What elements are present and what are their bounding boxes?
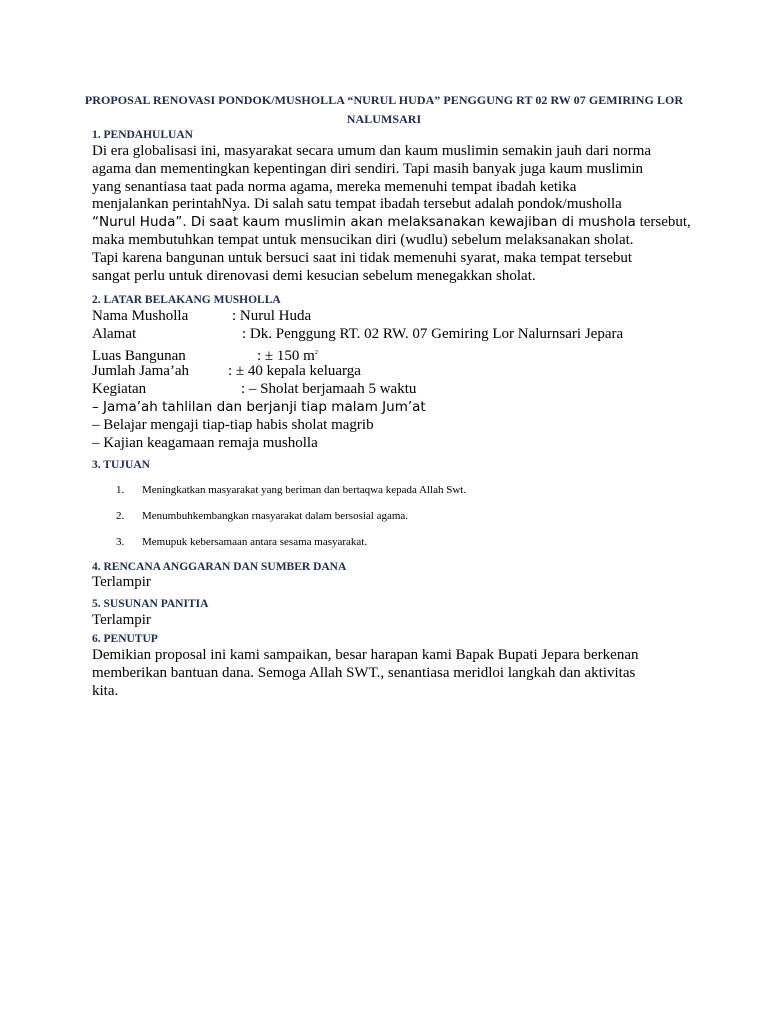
info-key: Jumlah Jama’ah <box>92 363 190 379</box>
goal-text: Menumbuhkembangkan rnasyarakat dalam bersosial agama. <box>142 510 409 522</box>
paragraph-line: agama dan mementingkan kepentingan diri sendiri. Tapi masih banyak juga kaum muslimin <box>92 160 644 177</box>
info-row-jumlah <box>92 362 361 380</box>
activity-item: – Kajian keagamaan remaja musholla <box>92 435 318 451</box>
info-value: : Nurul Huda <box>232 308 312 324</box>
goal-number: 2. <box>116 510 125 522</box>
document-title <box>80 91 688 129</box>
info-key: Luas Bangunan <box>92 348 186 364</box>
paragraph-line: yang senantiasa taat pada norma agama, mereka memenuhi tempat ibadah ketika <box>92 178 577 195</box>
info-value: : – Sholat berjamaah 5 waktu <box>241 381 417 397</box>
info-row-alamat <box>92 325 623 343</box>
section-heading-anggaran: 4. RENCANA ANGGARAN DAN SUMBER DANA <box>92 561 347 573</box>
paragraph-line: Di era globalisasi ini, masyarakat secara umum dan kaum muslimin semakin jauh dari norma <box>92 143 652 159</box>
paragraph-fragment: . Di saat kaum muslimin akan melaksanakan kewajiban di mushola <box>182 214 636 231</box>
paragraph-line: Tapi karena bangunan untuk bersuci saat ini tidak memenuhi syarat, maka tempat tersebut <box>92 249 633 266</box>
paragraph-line: maka membutuhkan tempat untuk mensucikan diri (wudlu) sebelum melaksanakan sholat. <box>92 231 634 248</box>
superscript: 2 <box>314 350 318 356</box>
info-row-kegiatan <box>92 380 416 398</box>
goal-text: Memupuk kebersamaan antara sesama masyarakat. <box>142 536 368 548</box>
paragraph-fragment: tersebut, <box>635 214 691 231</box>
goal-item <box>116 483 466 497</box>
section-heading-penutup: 6. PENUTUP <box>92 633 158 645</box>
info-key: Kegiatan <box>92 381 147 397</box>
section-heading-tujuan: 3. TUJUAN <box>92 459 150 471</box>
info-row-nama <box>92 307 311 325</box>
section-anggaran-text: Terlampir <box>92 574 151 590</box>
info-key: Nama Musholla <box>92 308 189 324</box>
info-value: : Dk. Penggung RT. 02 RW. 07 Gemiring Lor Nalurnsari Jepara <box>242 326 624 342</box>
paragraph-line: memberikan bantuan dana. Semoga Allah SWT., senantiasa meridloi langkah dan aktivitas <box>92 664 636 681</box>
goal-text: Meningkatkan masyarakat yang beriman dan bertaqwa kepada Allah Swt. <box>142 484 467 496</box>
info-value: : ± 40 kepala keluarga <box>228 363 361 379</box>
section-pendahuluan-text <box>92 143 692 285</box>
section-heading-pendahuluan: 1. PENDAHULUAN <box>92 129 193 141</box>
goal-number: 1. <box>116 484 125 496</box>
section-heading-panitia: 5. SUSUNAN PANITIA <box>92 598 209 610</box>
document-title-line-1: PROPOSAL RENOVASI PONDOK/MUSHOLLA “NURUL HUDA” PENGGUNG RT 02 RW 07 GEMIRING LOR <box>84 93 684 107</box>
info-key: Alamat <box>92 326 137 342</box>
paragraph-line: Demikian proposal ini kami sampaikan, besar harapan kami Bapak Bupati Jepara berkenan <box>92 647 639 663</box>
section-penutup-text <box>92 647 692 700</box>
section-panitia-text: Terlampir <box>92 612 151 628</box>
document-title-line-2: NALUMSARI <box>346 112 422 126</box>
activity-item: – Belajar mengaji tiap-tiap habis sholat magrib <box>92 417 374 433</box>
paragraph-line: menjalankan perintahNya. Di salah satu tempat ibadah tersebut adalah pondok/musholla <box>92 196 622 213</box>
paragraph-line: kita. <box>92 682 119 699</box>
section-heading-latar-belakang: 2. LATAR BELAKANG MUSHOLLA <box>92 294 281 306</box>
quoted-name: “Nurul Huda” <box>92 214 183 231</box>
activity-item: – Jama’ah tahlilan dan berjanji tiap malam Jum’at <box>92 399 426 415</box>
info-value: : ± 150 m <box>257 348 315 364</box>
goal-number: 3. <box>116 536 125 548</box>
paragraph-line: sangat perlu untuk direnovasi demi kesucian sebelum menegakkan sholat. <box>92 267 536 284</box>
paragraph-line-mixed <box>92 214 692 232</box>
goal-item <box>116 535 367 549</box>
goal-item <box>116 509 408 523</box>
